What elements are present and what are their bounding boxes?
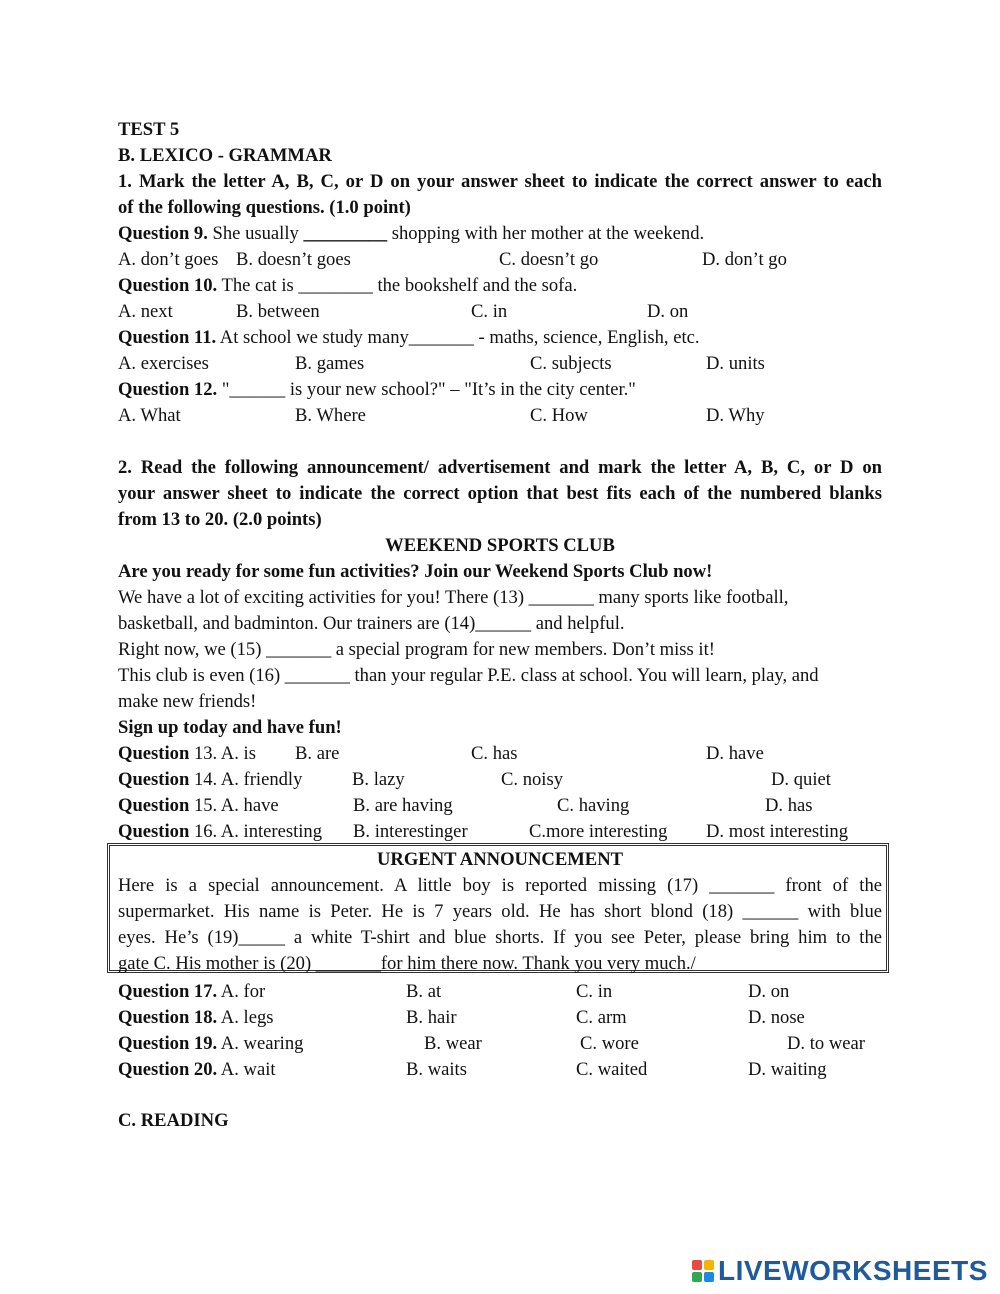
- question-label: Question 10.: [118, 275, 218, 296]
- announcement-line: Here is a special announcement. A little boy is reported missing (17) _______ front of the: [118, 875, 882, 896]
- question-16: [118, 821, 322, 843]
- question-18: [118, 1007, 274, 1029]
- q12-option-d[interactable]: D. Why: [706, 405, 765, 426]
- q12-option-c[interactable]: C. How: [530, 405, 588, 426]
- question-11: [118, 327, 700, 349]
- question-20: [118, 1059, 276, 1081]
- q11-option-d[interactable]: D. units: [706, 353, 765, 374]
- brand-name: LIVEWORKSHEETS: [718, 1255, 988, 1286]
- q18-option-a[interactable]: A. legs: [217, 1007, 274, 1028]
- q14-option-d[interactable]: D. quiet: [771, 769, 831, 790]
- q19-option-b[interactable]: B. wear: [424, 1033, 482, 1054]
- question-13: [118, 743, 256, 765]
- question-label: Question 11.: [118, 327, 217, 348]
- q9-option-d[interactable]: D. don’t go: [702, 249, 787, 270]
- q13-option-b[interactable]: B. are: [295, 743, 340, 764]
- q19-option-a[interactable]: A. wearing: [217, 1033, 304, 1054]
- question-label: Question 9.: [118, 223, 208, 244]
- part1-instruction-line1: 1. Mark the letter A, B, C, or D on your answer sheet to indicate the correct answer to each: [118, 171, 882, 192]
- question-text: The cat is ________ the bookshelf and the sofa.: [217, 275, 578, 296]
- part2-instruction-line2: your answer sheet to indicate the correct option that best fits each of the numbered blanks: [118, 483, 882, 504]
- q10-option-c[interactable]: C. in: [471, 301, 508, 322]
- question-label: Question: [118, 743, 190, 764]
- question-label: Question 19.: [118, 1033, 218, 1054]
- q14-option-c[interactable]: C. noisy: [501, 769, 563, 790]
- question-10: [118, 275, 577, 297]
- test-title: TEST 5: [118, 119, 180, 140]
- q20-option-a[interactable]: A. wait: [217, 1059, 276, 1080]
- announcement-title: URGENT ANNOUNCEMENT: [376, 849, 624, 870]
- q16-option-c[interactable]: C.more interesting: [529, 821, 668, 842]
- q10-option-d[interactable]: D. on: [647, 301, 689, 322]
- q17-option-d[interactable]: D. on: [748, 981, 790, 1002]
- club-signup: Sign up today and have fun!: [118, 717, 342, 738]
- club-paragraph-line: This club is even (16) _______ than your regular P.E. class at school. You will learn, play, and: [118, 665, 819, 686]
- question-19: [118, 1033, 303, 1055]
- q17-option-b[interactable]: B. at: [406, 981, 442, 1002]
- question-label: Question: [118, 795, 190, 816]
- question-label: Question 20.: [118, 1059, 218, 1080]
- club-subtitle: Are you ready for some fun activities? Join our Weekend Sports Club now!: [118, 561, 713, 582]
- q19-option-c[interactable]: C. wore: [580, 1033, 639, 1054]
- question-17: [118, 981, 265, 1003]
- q10-option-b[interactable]: B. between: [236, 301, 320, 322]
- question-text: She usually: [207, 223, 304, 244]
- q13-option-a[interactable]: 13. A. is: [189, 743, 256, 764]
- question-label: Question: [118, 821, 190, 842]
- q15-option-a[interactable]: 15. A. have: [189, 795, 279, 816]
- question-label: Question 12.: [118, 379, 218, 400]
- q18-option-c[interactable]: C. arm: [576, 1007, 627, 1028]
- q17-option-a[interactable]: A. for: [217, 981, 266, 1002]
- q10-option-a[interactable]: A. next: [118, 301, 173, 322]
- liveworksheets-logo-icon: [692, 1260, 714, 1282]
- question-text: shopping with her mother at the weekend.: [387, 223, 705, 244]
- q16-option-d[interactable]: D. most interesting: [706, 821, 849, 842]
- question-9: [118, 223, 704, 245]
- question-label: Question 17.: [118, 981, 218, 1002]
- q13-option-c[interactable]: C. has: [471, 743, 518, 764]
- part2-instruction-line3: from 13 to 20. (2.0 points): [118, 509, 322, 530]
- answer-blank[interactable]: _________: [303, 223, 388, 244]
- q9-option-b[interactable]: B. doesn’t goes: [236, 249, 351, 270]
- q16-option-b[interactable]: B. interestinger: [353, 821, 468, 842]
- question-14: [118, 769, 302, 791]
- q9-option-c[interactable]: C. doesn’t go: [499, 249, 599, 270]
- section-c-heading: C. READING: [118, 1110, 229, 1131]
- club-paragraph-line: basketball, and badminton. Our trainers are (14)______ and helpful.: [118, 613, 625, 634]
- q12-option-b[interactable]: B. Where: [295, 405, 366, 426]
- club-paragraph-line: Right now, we (15) _______ a special program for new members. Don’t miss it!: [118, 639, 715, 660]
- question-label: Question 18.: [118, 1007, 218, 1028]
- q16-option-a[interactable]: 16. A. interesting: [189, 821, 323, 842]
- q13-option-d[interactable]: D. have: [706, 743, 764, 764]
- question-text: "______ is your new school?" – "It’s in the city center.": [217, 379, 636, 400]
- q18-option-d[interactable]: D. nose: [748, 1007, 805, 1028]
- q15-option-b[interactable]: B. are having: [353, 795, 453, 816]
- q19-option-d[interactable]: D. to wear: [787, 1033, 865, 1054]
- q15-option-d[interactable]: D. has: [765, 795, 813, 816]
- club-title: WEEKEND SPORTS CLUB: [385, 535, 615, 556]
- question-12: [118, 379, 636, 401]
- announcement-line: eyes. He’s (19)_____ a white T-shirt and blue shorts. If you see Peter, please bring him to the: [118, 927, 882, 948]
- q14-option-a[interactable]: 14. A. friendly: [189, 769, 303, 790]
- q20-option-c[interactable]: C. waited: [576, 1059, 648, 1080]
- liveworksheets-logo[interactable]: [692, 1254, 992, 1288]
- question-label: Question: [118, 769, 190, 790]
- section-b-heading: B. LEXICO - GRAMMAR: [118, 145, 332, 166]
- q11-option-a[interactable]: A. exercises: [118, 353, 209, 374]
- q17-option-c[interactable]: C. in: [576, 981, 613, 1002]
- q15-option-c[interactable]: C. having: [557, 795, 630, 816]
- q9-option-a[interactable]: A. don’t goes: [118, 249, 219, 270]
- part2-instruction-line1: 2. Read the following announcement/ advertisement and mark the letter A, B, C, or D on: [118, 457, 882, 478]
- question-text: At school we study many_______ - maths, science, English, etc.: [216, 327, 700, 348]
- q18-option-b[interactable]: B. hair: [406, 1007, 457, 1028]
- q11-option-b[interactable]: B. games: [295, 353, 365, 374]
- q12-option-a[interactable]: A. What: [118, 405, 181, 426]
- question-15: [118, 795, 279, 817]
- q20-option-b[interactable]: B. waits: [406, 1059, 467, 1080]
- q14-option-b[interactable]: B. lazy: [352, 769, 405, 790]
- announcement-line: gate C. His mother is (20) _______for him there now. Thank you very much./: [118, 953, 696, 974]
- announcement-line: supermarket. His name is Peter. He is 7 years old. He has short blond (18) ______ with blue: [118, 901, 882, 922]
- q11-option-c[interactable]: C. subjects: [530, 353, 612, 374]
- club-paragraph-line: make new friends!: [118, 691, 257, 712]
- part1-instruction-line2: of the following questions. (1.0 point): [118, 197, 411, 218]
- club-paragraph-line: We have a lot of exciting activities for you! There (13) _______ many sports like football,: [118, 587, 789, 608]
- q20-option-d[interactable]: D. waiting: [748, 1059, 827, 1080]
